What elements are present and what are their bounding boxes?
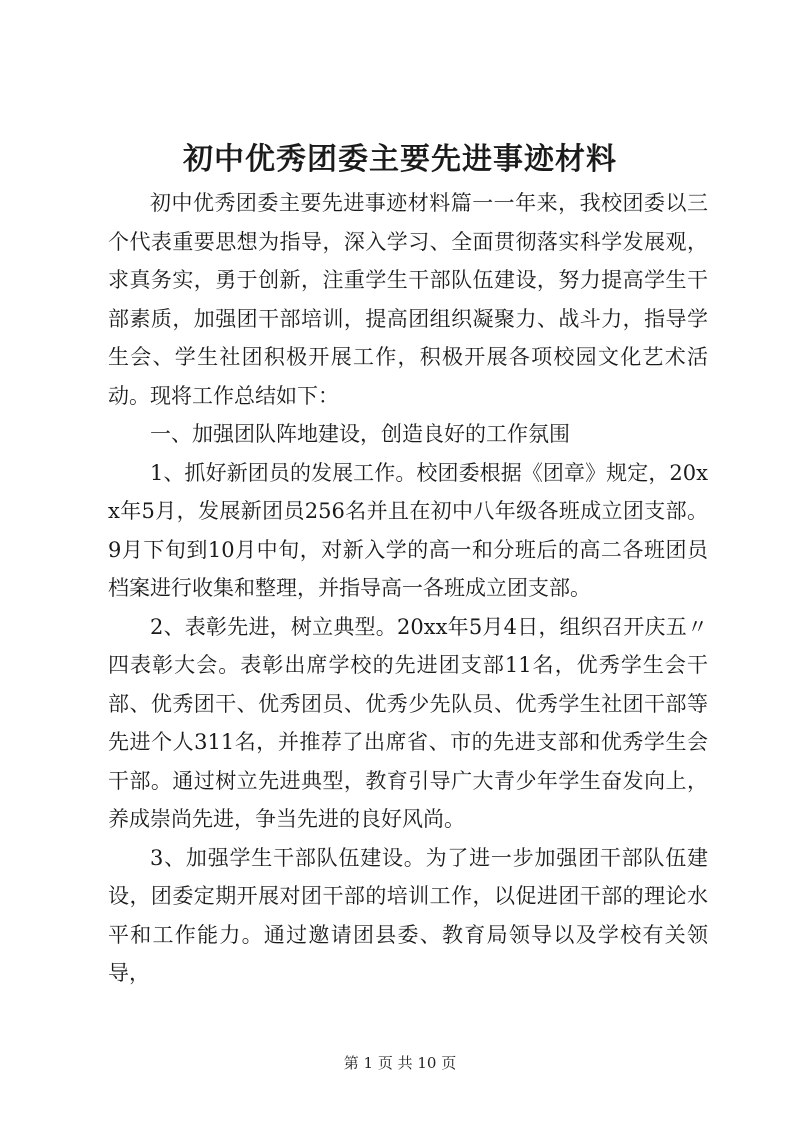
paragraph-intro: 初中优秀团委主要先进事迹材料篇一一年来，我校团委以三个代表重要思想为指导，深入学习、全面贯彻落实科学发展观，求真务实，勇于创新，注重学生干部队伍建设，努力提高学生干部素质，加强团干部培训，提高团组织凝聚力、战斗力，指导学生会、学生社团积极开展工作，积极开展各项校园文化艺术活动。现将工作总结如下： xyxy=(108,191,708,408)
document-body xyxy=(108,184,708,993)
page-number-footer: 第 1 页 共 10 页 xyxy=(343,1054,457,1072)
section-heading-1: 一、加强团队阵地建设，创造良好的工作氛围 xyxy=(150,422,570,446)
paragraph-item-3: 3、加强学生干部队伍建设。为了进一步加强团干部队伍建设，团委定期开展对团干部的培训工作，以促进团干部的理论水平和工作能力。通过邀请团县委、教育局领导以及学校有关领导， xyxy=(108,845,708,985)
paragraph-item-1: 1、抓好新团员的发展工作。校团委根据《团章》规定，20xx年5月，发展新团员256名并且在初中八年级各班成立团支部。9月下旬到10月中旬，对新入学的高一和分班后的高二各班团员档案进行收集和整理，并指导高一各班成立团支部。 xyxy=(108,460,708,600)
page-title: 初中优秀团委主要先进事迹材料 xyxy=(183,142,617,177)
paragraph-item-2: 2、表彰先进，树立典型。20xx年5月4日，组织召开庆五〃四表彰大会。表彰出席学校的先进团支部11名，优秀学生会干部、优秀团干、优秀团员、优秀少先队员、优秀学生社团干部等先进个人311名，并推荐了出席省、市的先进支部和优秀学生会干部。通过树立先进典型，教育引导广大青少年学生奋发向上，养成崇尚先进，争当先进的良好风尚。 xyxy=(108,614,708,831)
